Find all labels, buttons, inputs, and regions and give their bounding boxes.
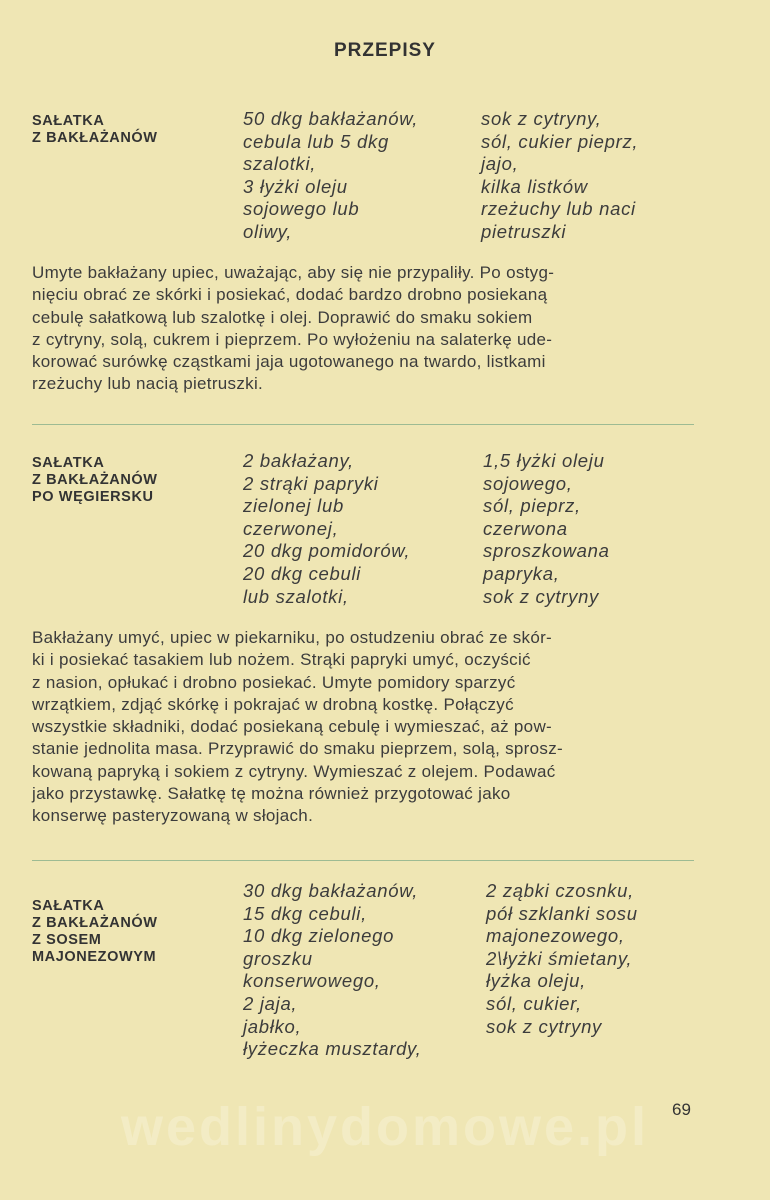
recipe-1-title xyxy=(32,113,158,147)
ingredient-line: szalotki, xyxy=(243,153,317,175)
instruction-line: wrzątkiem, zdjąć skórkę i pokrajać w drobną kostkę. Połączyć xyxy=(32,694,514,714)
ingredient-line: konserwowego, xyxy=(243,970,381,992)
ingredient-line: kilka listków xyxy=(481,175,588,197)
recipe-2-ingredients-right xyxy=(483,450,610,608)
ingredient-line: jabłko, xyxy=(243,1015,302,1037)
instruction-line: cebulę sałatkową lub szalotkę i olej. Doprawić do smaku sokiem xyxy=(32,307,533,327)
ingredient-line: sól, cukier pieprz, xyxy=(481,130,639,152)
title-line: PO WĘGIERSKU xyxy=(32,489,154,505)
recipe-3-ingredients-left xyxy=(243,880,421,1061)
ingredient-line: sól, cukier, xyxy=(486,992,582,1014)
section-divider xyxy=(32,424,694,425)
instruction-line: korować surówkę cząstkami jaja ugotowanego na twardo, listkami xyxy=(32,352,546,372)
ingredient-line: łyżeczka musztardy, xyxy=(243,1038,422,1060)
ingredient-line: 50 dkg bakłażanów, xyxy=(243,108,419,129)
instruction-line: Umyte bakłażany upiec, uważając, aby się nie przypaliły. Po ostyg- xyxy=(32,263,555,282)
ingredient-line: sok z cytryny xyxy=(486,1015,603,1037)
title-line: SAŁATKA xyxy=(32,113,105,129)
recipe-1-ingredients-right xyxy=(481,108,638,244)
section-divider xyxy=(32,860,694,861)
page-number: 69 xyxy=(672,1100,691,1119)
ingredient-line: 30 dkg bakłażanów, xyxy=(243,880,419,901)
title-line: Z BAKŁAŻANÓW xyxy=(32,915,158,931)
ingredient-line: zielonej lub xyxy=(243,495,344,517)
ingredient-line: 2\łyżki śmietany, xyxy=(486,947,633,969)
instruction-line: kowaną papryką i sokiem z cytryny. Wymieszać z olejem. Podawać xyxy=(32,761,556,781)
instruction-line: z cytryny, solą, cukrem i pieprzem. Po wyłożeniu na salaterkę ude- xyxy=(32,329,553,349)
ingredient-line: sojowego, xyxy=(483,472,573,494)
ingredient-line: rzeżuchy lub naci xyxy=(481,198,636,220)
ingredient-line: 20 dkg pomidorów, xyxy=(243,540,411,562)
ingredient-line: pietruszki xyxy=(481,220,567,242)
instruction-line: Bakłażany umyć, upiec w piekarniku, po ostudzeniu obrać ze skór- xyxy=(32,628,553,647)
ingredient-line: pół szklanki sosu xyxy=(486,902,638,924)
recipe-2-ingredients-left xyxy=(243,450,410,608)
instruction-line: konserwę pasteryzowaną w słojach. xyxy=(32,806,314,826)
recipe-1-instructions xyxy=(32,262,696,396)
ingredient-line: 2 strąki papryki xyxy=(243,472,379,494)
ingredient-line: groszku xyxy=(243,947,313,969)
ingredient-line: oliwy, xyxy=(243,220,293,242)
ingredient-line: czerwonej, xyxy=(243,517,339,539)
instruction-line: wszystkie składniki, dodać posiekaną cebulę i wymieszać, aż pow- xyxy=(32,717,552,737)
title-line: MAJONEZOWYM xyxy=(32,949,157,965)
title-line: Z SOSEM xyxy=(32,932,102,948)
ingredient-line: majonezowego, xyxy=(486,925,625,947)
ingredient-line: 10 dkg zielonego xyxy=(243,925,395,947)
ingredient-line: sok z cytryny, xyxy=(481,108,602,129)
title-line: Z BAKŁAŻANÓW xyxy=(32,472,158,488)
ingredient-line: lub szalotki, xyxy=(243,585,349,607)
ingredient-line: sojowego lub xyxy=(243,198,360,220)
ingredient-line: sproszkowana xyxy=(483,540,610,562)
title-line: SAŁATKA xyxy=(32,898,105,914)
recipe-3-ingredients-right xyxy=(486,880,638,1038)
instruction-line: nięciu obrać ze skórki i posiekać, dodać bardzo drobno posiekaną xyxy=(32,285,548,305)
instruction-line: stanie jednolita masa. Przyprawić do smaku pieprzem, solą, sprosz- xyxy=(32,739,563,759)
ingredient-line: cebula lub 5 dkg xyxy=(243,130,389,152)
ingredient-line: łyżka oleju, xyxy=(486,970,586,992)
ingredient-line: jajo, xyxy=(481,153,519,175)
ingredient-line: papryka, xyxy=(483,562,560,584)
instruction-line: rzeżuchy lub nacią pietruszki. xyxy=(32,374,264,394)
watermark: wedlinydomowe.pl xyxy=(120,1097,650,1157)
ingredient-line: czerwona xyxy=(483,517,568,539)
ingredient-line: 2 ząbki czosnku, xyxy=(486,880,634,901)
instruction-line: z nasion, opłukać i drobno posiekać. Umyte pomidory sparzyć xyxy=(32,672,516,692)
title-line: Z BAKŁAŻANÓW xyxy=(32,130,158,146)
ingredient-line: 2 bakłażany, xyxy=(243,450,354,471)
title-line: SAŁATKA xyxy=(32,455,105,471)
recipe-3-title xyxy=(32,898,158,966)
ingredient-line: 1,5 łyżki oleju xyxy=(483,450,605,471)
ingredient-line: 15 dkg cebuli, xyxy=(243,902,367,924)
instruction-line: ki i posiekać tasakiem lub nożem. Strąki papryki umyć, oczyścić xyxy=(32,650,531,670)
recipe-2-instructions xyxy=(32,627,696,828)
ingredient-line: sok z cytryny xyxy=(483,585,600,607)
instruction-line: jako przystawkę. Sałatkę tę można również przygotować jako xyxy=(32,784,511,804)
recipe-2-title xyxy=(32,455,158,506)
ingredient-line: sól, pieprz, xyxy=(483,495,581,517)
ingredient-line: 2 jaja, xyxy=(243,992,298,1014)
recipe-1-ingredients-left xyxy=(243,108,418,244)
ingredient-line: 3 łyżki oleju xyxy=(243,175,348,197)
ingredient-line: 20 dkg cebuli xyxy=(243,562,362,584)
page-header: PRZEPISY xyxy=(334,40,436,61)
